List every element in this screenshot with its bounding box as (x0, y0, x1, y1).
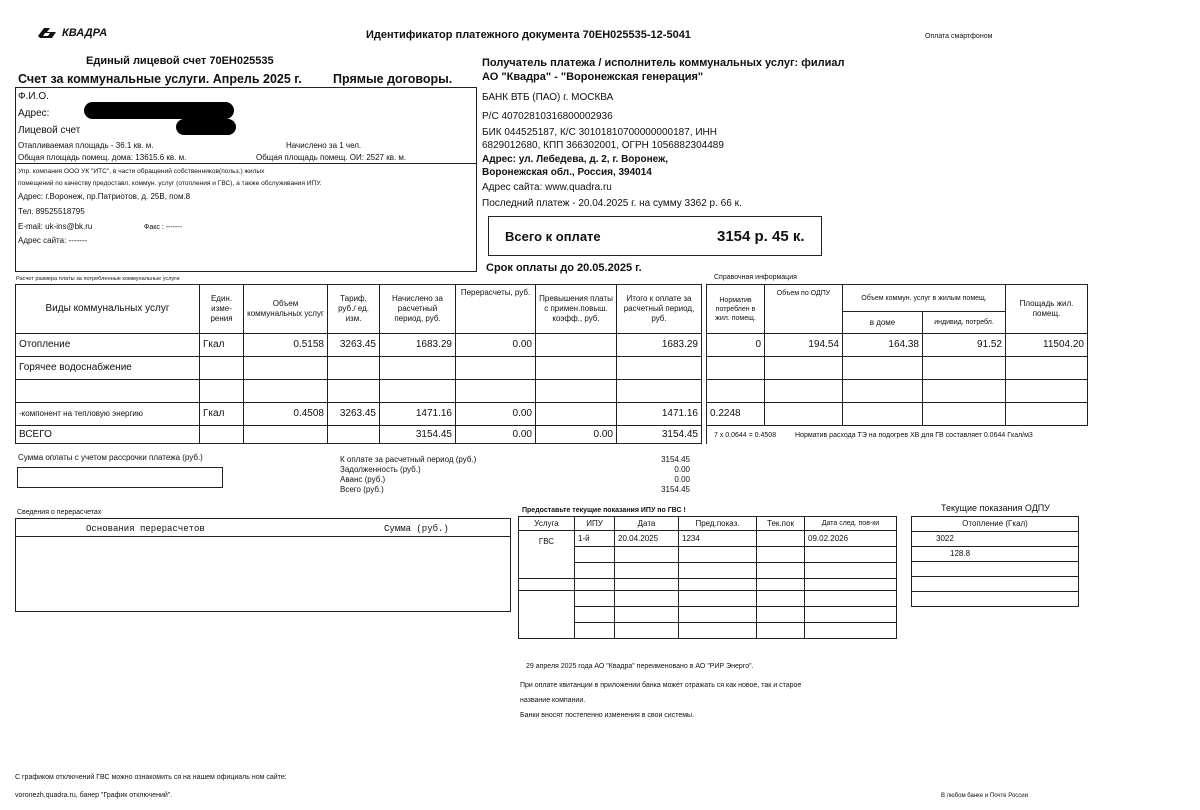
bank-name: БАНК ВТБ (ПАО) г. МОСКВА (482, 92, 614, 103)
house-total-area: Общая площадь помещ. дома: 13615.6 кв. м. (18, 153, 187, 162)
payment-due-date: Срок оплаты до 20.05.2025 г. (486, 262, 642, 274)
table-row (519, 623, 897, 639)
footer-line-1: С графиком отключений ГВС можно ознакомить ся на нашем официаль ном сайте: (15, 774, 287, 781)
col-individual: индивид. потребл. (923, 312, 1006, 334)
table-row (912, 562, 1079, 577)
table-row: Горячее водоснабжение (16, 357, 1088, 380)
table-row (519, 579, 897, 591)
reference-caption: Справочная информация (714, 274, 797, 281)
table-row (16, 380, 1088, 403)
table-row: Отопление Гкал 0.5158 3263.45 1683.29 0.00 1683.29 0 194.54 164.38 91.52 11504.20 (16, 334, 1088, 357)
summary-list (340, 455, 690, 495)
company-inn: 6829012680, КПП 366302001, ОГРН 1056882304489 (482, 140, 724, 151)
recalc-reason-header: Основания перерасчетов (86, 524, 205, 534)
ipu-col-date: Дата (615, 517, 679, 531)
unified-account: Единый лицевой счет 70ЕН025535 (86, 55, 274, 67)
logo-text: КВАДРА (62, 27, 108, 39)
footer-line-2: voronezh.quadra.ru, банер "График отключений". (15, 792, 173, 799)
col-norm: Норматив потреблен в жил. помещ. (707, 285, 765, 334)
table-row: -компонент на тепловую энергию Гкал 0.4508 3263.45 1471.16 0.00 1471.16 0.2248 (16, 403, 1088, 426)
note-line-3: Банки вносят постепенно изменения в свои системы. (520, 712, 695, 719)
ipu-col-next-check: Дата след. пов-ки (805, 517, 897, 531)
col-charged: Начислено за расчетный период, руб. (380, 285, 456, 334)
norm-calculation: 7 х 0.0644 = 0.4508 (714, 432, 777, 439)
col-in-house: в доме (843, 312, 923, 334)
odpu-caption: Текущие показания ОДПУ (941, 503, 1050, 513)
ipu-col-service: Услуга (519, 517, 575, 531)
table-row (519, 591, 897, 607)
calculation-table (15, 284, 1088, 444)
account-label: Лицевой счет (18, 125, 81, 136)
col-odpu-volume: Объем по ОДПУ (765, 285, 843, 334)
document-id: Идентификатор платежного документа 70ЕН025535-12-5041 (366, 29, 691, 41)
table-row (912, 577, 1079, 592)
bank-note: В любом банке и Почте России (941, 793, 1029, 799)
col-unit: Един. изме- рения (200, 285, 244, 334)
bill-title: Счет за коммунальные услуги. Апрель 2025 г. (18, 72, 302, 86)
norm-note: Норматив расхода ТЭ на подогрев ХВ для ГВ составляет 0.0644 Гкал/м3 (795, 432, 1033, 439)
col-total: Итого к оплате за расчетный период, руб. (617, 285, 702, 334)
summary-item: К оплате за расчетный период (руб.) 3154.45 (340, 455, 690, 464)
charged-for-persons: Начислено за 1 чел. (286, 141, 362, 150)
current-reading-input[interactable] (757, 531, 805, 547)
bank-bik: БИК 044525187, К/С 30101810700000000187, ИНН (482, 127, 717, 138)
management-site: Адрес сайта: ------- (18, 236, 88, 245)
recalc-box (15, 518, 511, 612)
table-row (519, 563, 897, 579)
note-line-2: название компании. (520, 697, 586, 704)
redacted-name (84, 102, 234, 119)
recalc-sum-header: Сумма (руб.) (384, 524, 449, 534)
table-row (519, 547, 897, 563)
table-row (519, 607, 897, 623)
summary-item: Аванс (руб.) 0.00 (340, 475, 690, 484)
last-payment: Последний платеж - 20.04.2025 г. на сумму 3362 р. 66 к. (482, 198, 742, 209)
quadra-logo-icon (36, 26, 58, 40)
ipu-caption: Предоставьте текущие показания ИПУ по ГВС ! (522, 507, 686, 514)
total-due-value: 3154 р. 45 к. (717, 228, 805, 245)
management-line-1: Упр. компания ООО УК "ИТС", в части обращений собственников(польз.) жилых (18, 168, 265, 175)
col-living-area: Площадь жил. помещ. (1006, 285, 1088, 334)
installment-amount-field[interactable] (17, 467, 223, 488)
company-site: Адрес сайта: www.quadra.ru (482, 182, 612, 193)
heated-area: Отапливаемая площадь - 36.1 кв. м. (18, 141, 154, 150)
col-excess: Превышения платы с примен.повыш. коэфф., руб. (536, 285, 617, 334)
payer-info-box (15, 87, 477, 272)
management-fax: Факс : ------- (144, 224, 183, 231)
recalc-caption: Сведения о перерасчетах (17, 509, 102, 516)
summary-item: Всего (руб.) 3154.45 (340, 485, 690, 494)
company-logo (36, 26, 107, 40)
col-tariff: Тариф, руб./ ед. изм. (328, 285, 380, 334)
management-phone: Тел. 89525518795 (18, 207, 85, 216)
table-row (912, 592, 1079, 607)
fio-label: Ф.И.О. (18, 91, 49, 102)
note-line-1: При оплате квитанции в приложении банка может отражать ся как новое, так и старое (520, 682, 802, 689)
management-email: E-mail: uk-ins@bk.ru (18, 222, 93, 231)
col-recalc: Перерасчеты, руб. (456, 285, 536, 334)
odpu-readings-table (911, 516, 1079, 607)
ipu-col-meter: ИПУ (575, 517, 615, 531)
redacted-account (176, 119, 236, 135)
management-address: Адрес: г.Воронеж, пр.Патриотов, д. 25В, пом.8 (18, 192, 191, 201)
address-label: Адрес: (18, 108, 50, 119)
col-volume-group: Объем коммун. услуг в жилым помещ. (843, 285, 1006, 312)
direct-contracts: Прямые договоры. (333, 72, 453, 86)
summary-item: Задолженность (руб.) 0.00 (340, 465, 690, 474)
rename-notice: 29 апреля 2025 года АО "Квадра" переименовано в АО "РИР Энерго". (526, 663, 754, 670)
table-row: 128.8 (912, 547, 1079, 562)
smartphone-payment-label: Оплата смартфоном (925, 33, 993, 40)
col-volume: Объем коммунальных услуг (244, 285, 328, 334)
ipu-readings-table (518, 516, 897, 639)
recipient-line-1: Получатель платежа / исполнитель коммунальных услуг: филиал (482, 57, 845, 69)
odpu-header: Отопление (Гкал) (912, 517, 1079, 532)
management-line-2: помещений по качеству предоставл. коммун. услуг (отопления и ГВС), а также обслуживания ИПУ. (18, 180, 322, 187)
ipu-col-prev: Пред.показ. (679, 517, 757, 531)
common-property-area: Общая площадь помещ. ОИ: 2527 кв. м. (256, 153, 407, 162)
col-services: Виды коммунальных услуг (16, 285, 200, 334)
calc-caption: Расчет размера платы за потребленные коммунальные услуги (16, 276, 180, 282)
company-address-2: Воронежская обл., Россия, 394014 (482, 167, 652, 178)
settlement-account: Р/С 40702810316800002936 (482, 111, 613, 122)
table-row: ГВС 1-й 20.04.2025 1234 09.02.2026 (519, 531, 897, 547)
ipu-col-current: Тек.пок (757, 517, 805, 531)
total-due-box (488, 216, 822, 256)
company-address-1: Адрес: ул. Лебедева, д. 2, г. Воронеж, (482, 154, 668, 165)
installment-label: Сумма оплаты с учетом рассрочки платежа (руб.) (18, 453, 203, 462)
table-row-total: ВСЕГО 3154.45 0.00 0.00 3154.45 (16, 426, 1088, 444)
recipient-line-2: АО "Квадра" - "Воронежская генерация" (482, 71, 704, 83)
total-due-label: Всего к оплате (505, 229, 601, 244)
table-row: 3022 (912, 532, 1079, 547)
